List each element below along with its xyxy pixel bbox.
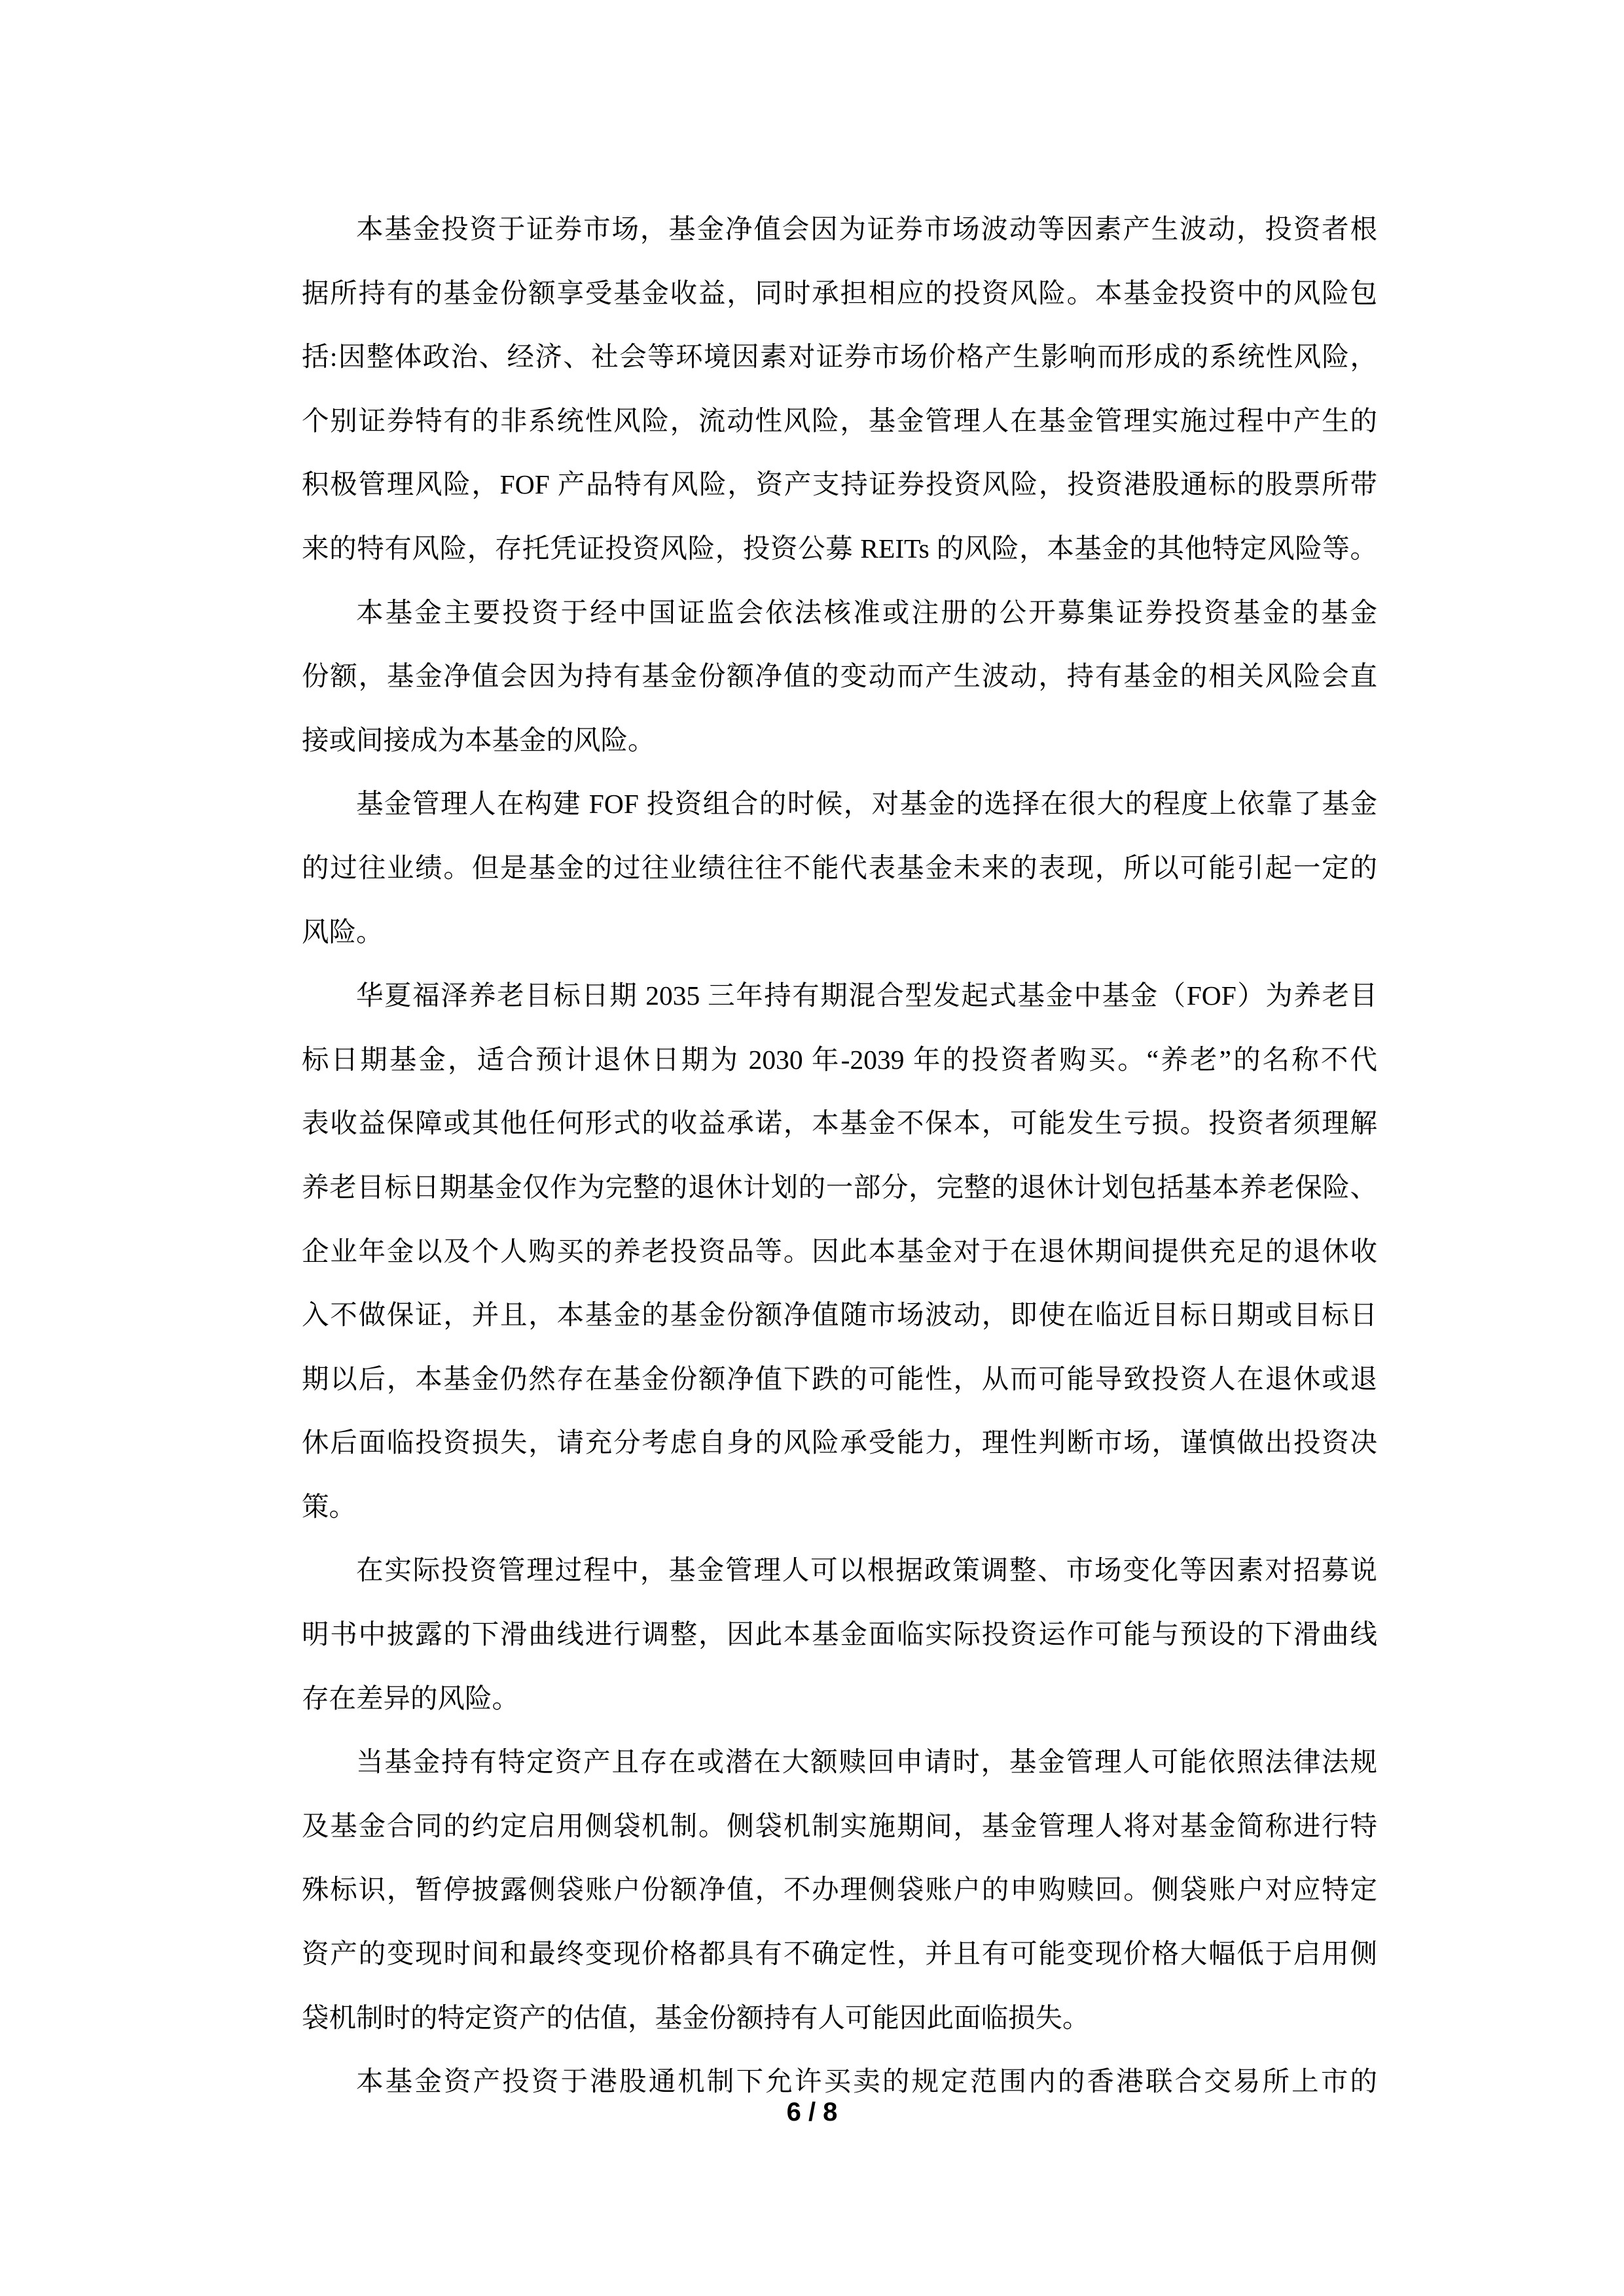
text-line: 括:因整体政治、经济、社会等环境因素对证券市场价格产生影响而形成的系统性风险， — [302, 342, 1377, 372]
text-line: 在实际投资管理过程中，基金管理人可以根据政策调整、市场变化等因素对招募说 — [356, 1555, 1377, 1586]
text-line: 策。 — [302, 1491, 357, 1522]
text-line: 袋机制时的特定资产的估值，基金份额持有人可能因此面临损失。 — [302, 2002, 1090, 2033]
text-line: 本基金投资于证券市场，基金净值会因为证券市场波动等因素产生波动，投资者根 — [356, 214, 1377, 244]
text-line: 当基金持有特定资产且存在或潜在大额赎回申请时，基金管理人可能依照法律法规 — [356, 1747, 1377, 1778]
text-line: 表收益保障或其他任何形式的收益承诺，本基金不保本，可能发生亏损。投资者须理解 — [302, 1108, 1377, 1139]
page-number: 6 / 8 — [786, 2098, 838, 2126]
text-line: 期以后，本基金仍然存在基金份额净值下跌的可能性，从而可能导致投资人在退休或退 — [302, 1363, 1377, 1394]
text-line: 资产的变现时间和最终变现价格都具有不确定性，并且有可能变现价格大幅低于启用侧 — [302, 1939, 1377, 1969]
text-line: 企业年金以及个人购买的养老投资品等。因此本基金对于在退休期间提供充足的退休收 — [302, 1236, 1377, 1266]
text-line: 的过往业绩。但是基金的过往业绩往往不能代表基金未来的表现，所以可能引起一定的 — [302, 852, 1377, 883]
text-line: 及基金合同的约定启用侧袋机制。侧袋机制实施期间，基金管理人将对基金简称进行特 — [302, 1810, 1377, 1841]
text-line: 标日期基金，适合预计退休日期为 2030 年-2039 年的投资者购买。“养老”的名称不代 — [302, 1044, 1377, 1075]
text-line: 存在差异的风险。 — [302, 1683, 520, 1713]
text-body — [302, 198, 1377, 2114]
text-line: 明书中披露的下滑曲线进行调整，因此本基金面临实际投资运作可能与预设的下滑曲线 — [302, 1619, 1377, 1650]
text-line: 本基金资产投资于港股通机制下允许买卖的规定范围内的香港联合交易所上市的 — [356, 2066, 1377, 2097]
text-line: 入不做保证，并且，本基金的基金份额净值随市场波动，即使在临近目标日期或目标日 — [302, 1300, 1377, 1331]
text-line: 风险。 — [302, 916, 384, 947]
text-line: 接或间接成为本基金的风险。 — [302, 725, 655, 755]
text-line: 基金管理人在构建 FOF 投资组合的时候，对基金的选择在很大的程度上依靠了基金 — [356, 789, 1377, 819]
text-line: 据所持有的基金份额享受基金收益，同时承担相应的投资风险。本基金投资中的风险包 — [302, 278, 1377, 308]
text-line: 本基金主要投资于经中国证监会依法核准或注册的公开募集证券投资基金的基金 — [356, 597, 1377, 628]
text-line: 来的特有风险，存托凭证投资风险，投资公募 REITs 的风险，本基金的其他特定风险等。 — [302, 533, 1377, 564]
text-line: 殊标识，暂停披露侧袋账户份额净值，不办理侧袋账户的申购赎回。侧袋账户对应特定 — [302, 1874, 1377, 1905]
text-line: 份额，基金净值会因为持有基金份额净值的变动而产生波动，持有基金的相关风险会直 — [302, 661, 1377, 692]
text-line: 华夏福泽养老目标日期 2035 三年持有期混合型发起式基金中基金（FOF）为养老目 — [356, 980, 1377, 1011]
text-line: 积极管理风险，FOF 产品特有风险，资产支持证券投资风险，投资港股通标的股票所带 — [302, 469, 1377, 500]
text-line: 养老目标日期基金仅作为完整的退休计划的一部分，完整的退休计划包括基本养老保险、 — [302, 1172, 1377, 1202]
text-line: 个别证券特有的非系统性风险，流动性风险，基金管理人在基金管理实施过程中产生的 — [302, 405, 1377, 436]
text-line: 休后面临投资损失，请充分考虑自身的风险承受能力，理性判断市场，谨慎做出投资决 — [302, 1427, 1377, 1458]
